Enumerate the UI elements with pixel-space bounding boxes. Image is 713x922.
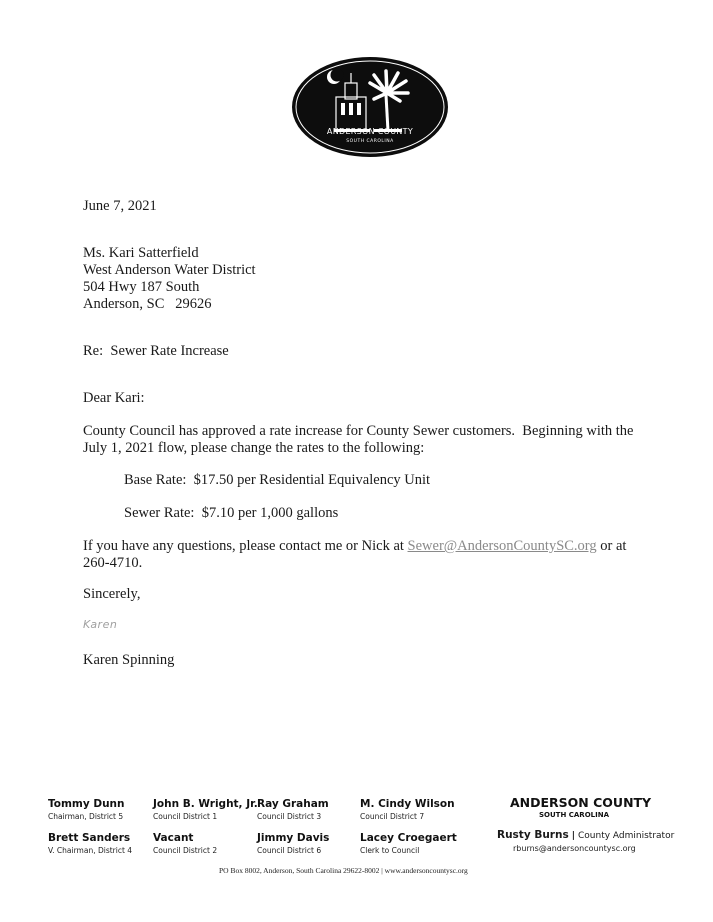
council-member: [48, 832, 132, 855]
recipient-organization: West Anderson Water District: [83, 262, 256, 278]
member-role: Council District 7: [360, 812, 425, 821]
seal-county-name: ANDERSON COUNTY: [326, 127, 414, 136]
salutation: Dear Kari:: [83, 390, 145, 406]
recipient-city: Anderson, SC 29626: [83, 296, 212, 312]
contact-text: If you have any questions, please contact me or Nick at: [83, 538, 408, 554]
council-member: [360, 798, 455, 821]
contact-paragraph: [83, 538, 643, 572]
recipient-address: [83, 245, 643, 313]
administrator-name: Rusty Burns: [497, 829, 569, 841]
council-member: [257, 832, 329, 855]
body-paragraph: County Council has approved a rate increase for County Sewer customers. Beginning with the July 1, 2021 flow, please change the rates to the following:: [83, 423, 638, 456]
member-role: Clerk to Council: [360, 846, 420, 855]
member-name: Jimmy Davis: [257, 832, 330, 844]
administrator-separator: |: [571, 831, 576, 841]
member-name: Ray Graham: [257, 798, 329, 810]
recipient-name: Ms. Kari Satterfield: [83, 245, 199, 261]
administrator-line: [497, 829, 674, 841]
seal-state-name: SOUTH CAROLINA: [346, 139, 394, 144]
footer-county-name: ANDERSON COUNTY: [510, 795, 652, 810]
council-member: [153, 798, 258, 821]
member-name: Vacant: [153, 832, 194, 844]
member-role: Council District 1: [153, 812, 218, 821]
recipient-street: 504 Hwy 187 South: [83, 279, 200, 295]
member-name: M. Cindy Wilson: [360, 798, 455, 810]
footer-county-state: SOUTH CAROLINA: [539, 811, 609, 819]
footer-address: PO Box 8002, Anderson, South Carolina 29622-8002 | www.andersoncountysc.org: [219, 866, 468, 875]
council-member: [257, 798, 329, 821]
closing: Sincerely,: [83, 586, 141, 602]
council-member: [153, 832, 217, 855]
member-role: Council District 2: [153, 846, 218, 855]
base-rate-line: Base Rate: $17.50 per Residential Equivalency Unit: [124, 472, 431, 488]
letter-date: June 7, 2021: [83, 198, 157, 214]
contact-phone-text: or at 260-4710.: [83, 538, 627, 571]
member-name: Brett Sanders: [48, 832, 131, 844]
council-member: [360, 832, 457, 855]
member-role: Chairman, District 5: [48, 812, 124, 821]
sewer-email-link[interactable]: Sewer@AndersonCountySC.org: [407, 538, 597, 554]
administrator-title: County Administrator: [578, 831, 675, 841]
member-role: Council District 3: [257, 812, 322, 821]
member-name: Lacey Croegaert: [360, 832, 457, 844]
council-member: [48, 798, 125, 821]
handwritten-signature: Karen: [83, 618, 118, 631]
member-name: John B. Wright, Jr.: [153, 798, 258, 810]
sewer-rate-line: Sewer Rate: $7.10 per 1,000 gallons: [124, 505, 339, 521]
member-name: Tommy Dunn: [48, 798, 125, 810]
member-role: V. Chairman, District 4: [48, 846, 133, 855]
member-role: Council District 6: [257, 846, 322, 855]
administrator-email: rburns@andersoncountysc.org: [513, 844, 636, 853]
signer-name: Karen Spinning: [83, 652, 175, 668]
county-seal-logo: [290, 55, 450, 159]
subject-line: Re: Sewer Rate Increase: [83, 343, 229, 359]
